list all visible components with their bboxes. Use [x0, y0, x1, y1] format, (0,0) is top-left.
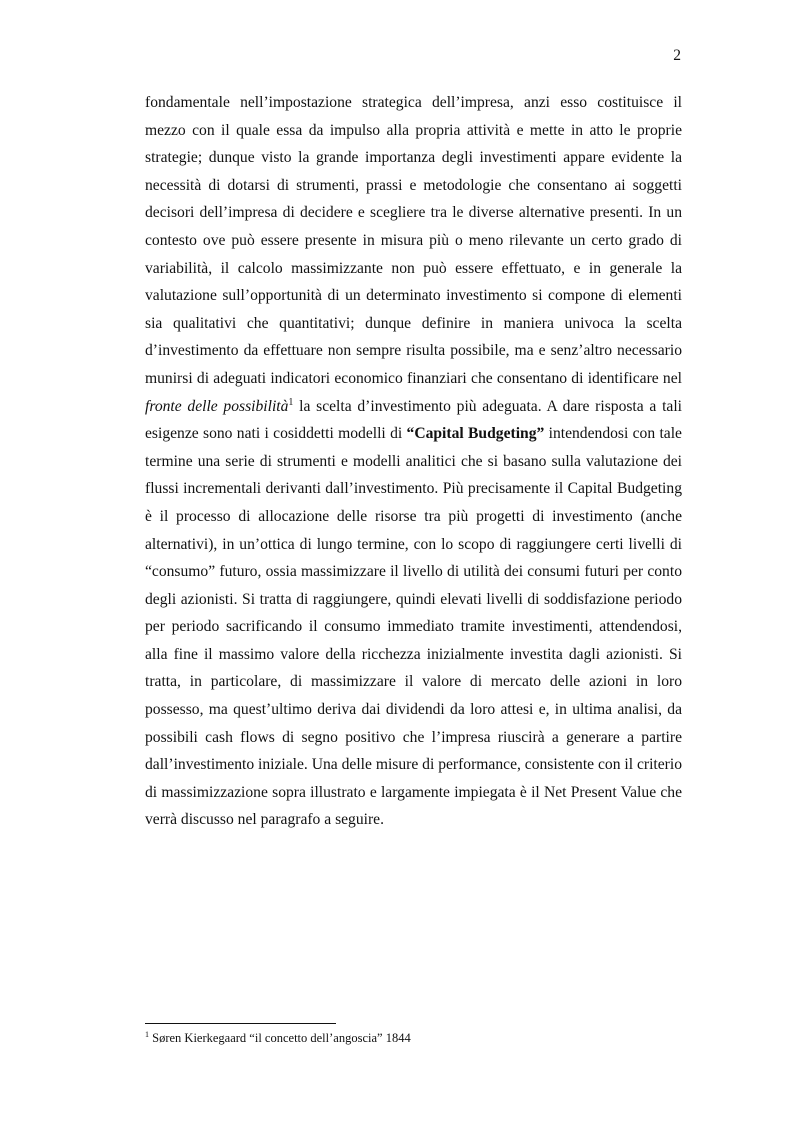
- body-text-part-2: la scelta d’investimento più adeguata. A dare risposta a tali esigenze sono nati i cosiddetti modelli di: [145, 397, 682, 443]
- body-paragraph: [145, 89, 682, 834]
- bold-term: “Capital Budgeting”: [406, 425, 545, 443]
- body-text-part-3: intendendosi con tale termine una serie di strumenti e modelli analitici che si basano sulla valutazione dei flussi incrementali derivanti dall’investimento. Più precisamente il Capital Budgeting è il processo di allocazione delle risorse tra più progetti di investimento (anche alternativi), in un’ottica di lungo termine, con lo scopo di raggiungere certi livelli di “consumo” futuro, ossia massimizzare il livello di utilità dei consumi futuri per conto degli azionisti. Si tratta di raggiungere, quindi elevati livelli di soddisfazione periodo per periodo sacrificando il consumo immediato tramite investimenti, attendendosi, alla fine il massimo valore della ricchezza inizialmente investita dagli azionisti. Si tratta, in particolare, di massimizzare il valore di mercato delle azioni in loro possesso, ma quest’ultimo deriva dai dividendi da loro attesi e, in ultima analisi, da possibili cash flows di segno positivo che l’impresa riuscirà a generare a partire dall’investimento iniziale. Una delle misure di performance, consistente con il criterio di massimizzazione sopra illustrato e largamente impiegata è il Net Present Value che verrà discusso nel paragrafo a seguire.: [145, 425, 682, 829]
- footnote-reference[interactable]: 1: [288, 396, 294, 408]
- footnote-number: 1: [145, 1029, 149, 1039]
- page-number: 2: [673, 47, 681, 64]
- italic-phrase: fronte delle possibilità: [145, 397, 289, 415]
- footnote-text: Søren Kierkegaard “il concetto dell’angoscia” 1844: [152, 1031, 411, 1045]
- footnote-separator: [145, 1023, 336, 1024]
- body-text-part-1: fondamentale nell’impostazione strategica dell’impresa, anzi esso costituisce il mezzo con il quale essa da impulso alla propria attività e mette in atto le proprie strategie; dunque visto la grande importanza degli investimenti appare evidente la necessità di dotarsi di strumenti, prassi e metodologie che consentano ai soggetti decisori dell’impresa di decidere e scegliere tra le diverse alternative presenti. In un contesto ove può essere presente in misura più o meno rilevante un certo grado di variabilità, il calcolo massimizzante non può essere effettuato, e in generale la valutazione sull’opportunità di un determinato investimento si compone di elementi sia qualitativi che quantitativi; dunque definire in maniera univoca la scelta d’investimento da effettuare non sempre risulta possibile, ma e senz’altro necessario munirsi di adeguati indicatori economico finanziari che consentano di identificare nel: [145, 94, 682, 387]
- footnote: [145, 1030, 411, 1046]
